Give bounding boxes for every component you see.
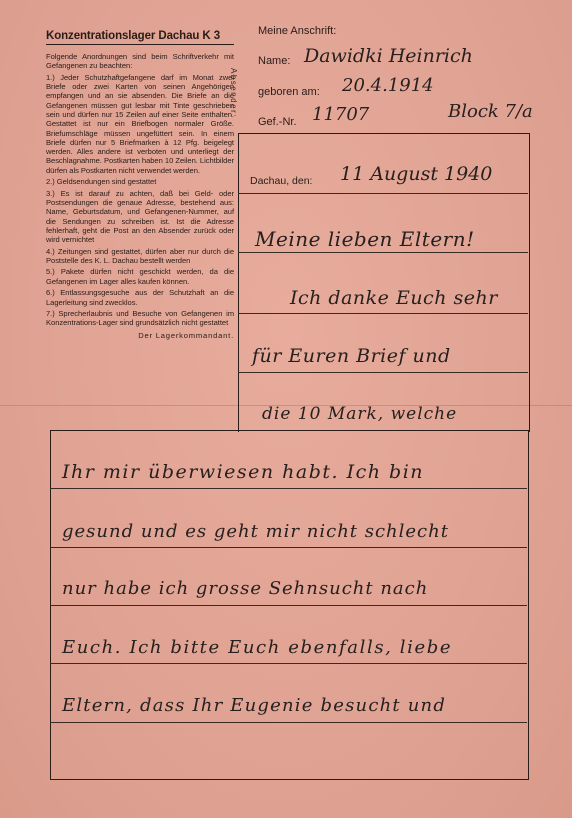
- date-value: 11 August 1940: [340, 163, 493, 185]
- name-value: Dawidki Heinrich: [304, 45, 473, 67]
- letter-line: Euch. Ich bitte Euch ebenfalls, liebe: [62, 637, 453, 658]
- letter-line: für Euren Brief und: [252, 345, 451, 367]
- ruled-line: [50, 547, 527, 548]
- ruled-line: [50, 722, 527, 723]
- ruled-line: [50, 605, 527, 606]
- number-value: 11707: [312, 104, 370, 125]
- instruction-intro: Folgende Anordnungen sind beim Schriftverkehr mit Gefangenen zu beachten:: [46, 52, 234, 71]
- absender-label: Absender:: [229, 68, 238, 118]
- letter-line: die 10 Mark, welche: [262, 404, 458, 424]
- letter-line: Meine lieben Eltern!: [255, 227, 475, 251]
- instruction-6: 6.) Entlassungsgesuche aus der Schutzhaft an die Lagerleitung sind zwecklos.: [46, 288, 234, 307]
- born-value: 20.4.1914: [342, 75, 434, 96]
- address-title: Meine Anschrift:: [258, 25, 337, 37]
- letter-line: Ich danke Euch sehr: [290, 287, 498, 309]
- instructions-text: [46, 52, 234, 340]
- block-value: Block 7/a: [448, 101, 533, 122]
- ruled-line: [50, 663, 527, 664]
- instruction-7: 7.) Sprecherlaubnis und Besuche von Gefangenen im Konzentrations-Lager sind grundsätzlich nicht gestattet: [46, 309, 234, 328]
- born-label: geboren am:: [258, 86, 320, 98]
- name-label: Name:: [258, 55, 291, 67]
- instruction-5: 5.) Pakete dürfen nicht geschickt werden, da die Gefangenen im Lager alles kaufen können.: [46, 267, 234, 286]
- ruled-line: [238, 372, 528, 373]
- instruction-3: 3.) Es ist darauf zu achten, daß bei Geld- oder Postsendungen die genaue Adresse, bestehend aus: Name, Geburtsdatum, und Gefangenen-Nummer, auf die Sendungen zu schreiben ist. Ist die Adresse fehlerhaft, geht die Post an den Absender zurück oder wird vernichtet: [46, 188, 234, 245]
- instruction-2: 2.) Geldsendungen sind gestattet: [46, 177, 157, 187]
- letter-line: gesund und es geht mir nicht schlecht: [62, 521, 449, 542]
- instructions-column: [46, 30, 234, 342]
- ruled-line: [238, 313, 528, 314]
- letter-line: Eltern, dass Ihr Eugenie besucht und: [62, 695, 447, 716]
- ruled-line: [50, 488, 527, 489]
- ruled-line: [238, 193, 528, 194]
- form-heading: Konzentrationslager Dachau K 3: [46, 30, 234, 45]
- ruled-line: [238, 252, 528, 253]
- letter-line: Ihr mir überwiesen habt. Ich bin: [62, 461, 425, 483]
- instruction-1: 1.) Jeder Schutzhaftgefangene darf im Monat zwei Briefe oder zwei Karten von seinen Angehörigen empfangen und an sie absenden. Die Briefe an die Gefangenen müssen gut lesbar mit Tinte geschrieben sein und dürfen nur 15 Zeilen auf einer Seite enthalten. Gestattet ist nur ein Briefbogen normaler Größe. Briefumschläge müssen ungefüttert sein. In einem Briefe dürfen nur 5 Briefmarken à 12 Pfg. beigelegt werden. Alles andere ist verboten und unterliegt der Beschlagnahme. Postkarten haben 10 Zeilen. Lichtbilder dürfen als Postkarten nicht verwendet werden.: [46, 72, 234, 175]
- commandant-signature: Der Lagerkommandant.: [138, 330, 234, 340]
- letter-line: nur habe ich grosse Sehnsucht nach: [62, 578, 429, 599]
- instruction-4: 4.) Zeitungen sind gestattet, dürfen aber nur durch die Poststelle des K. L. Dachau bestellt werden: [46, 246, 234, 265]
- date-label: Dachau, den:: [250, 175, 313, 187]
- number-label: Gef.-Nr.: [258, 116, 297, 128]
